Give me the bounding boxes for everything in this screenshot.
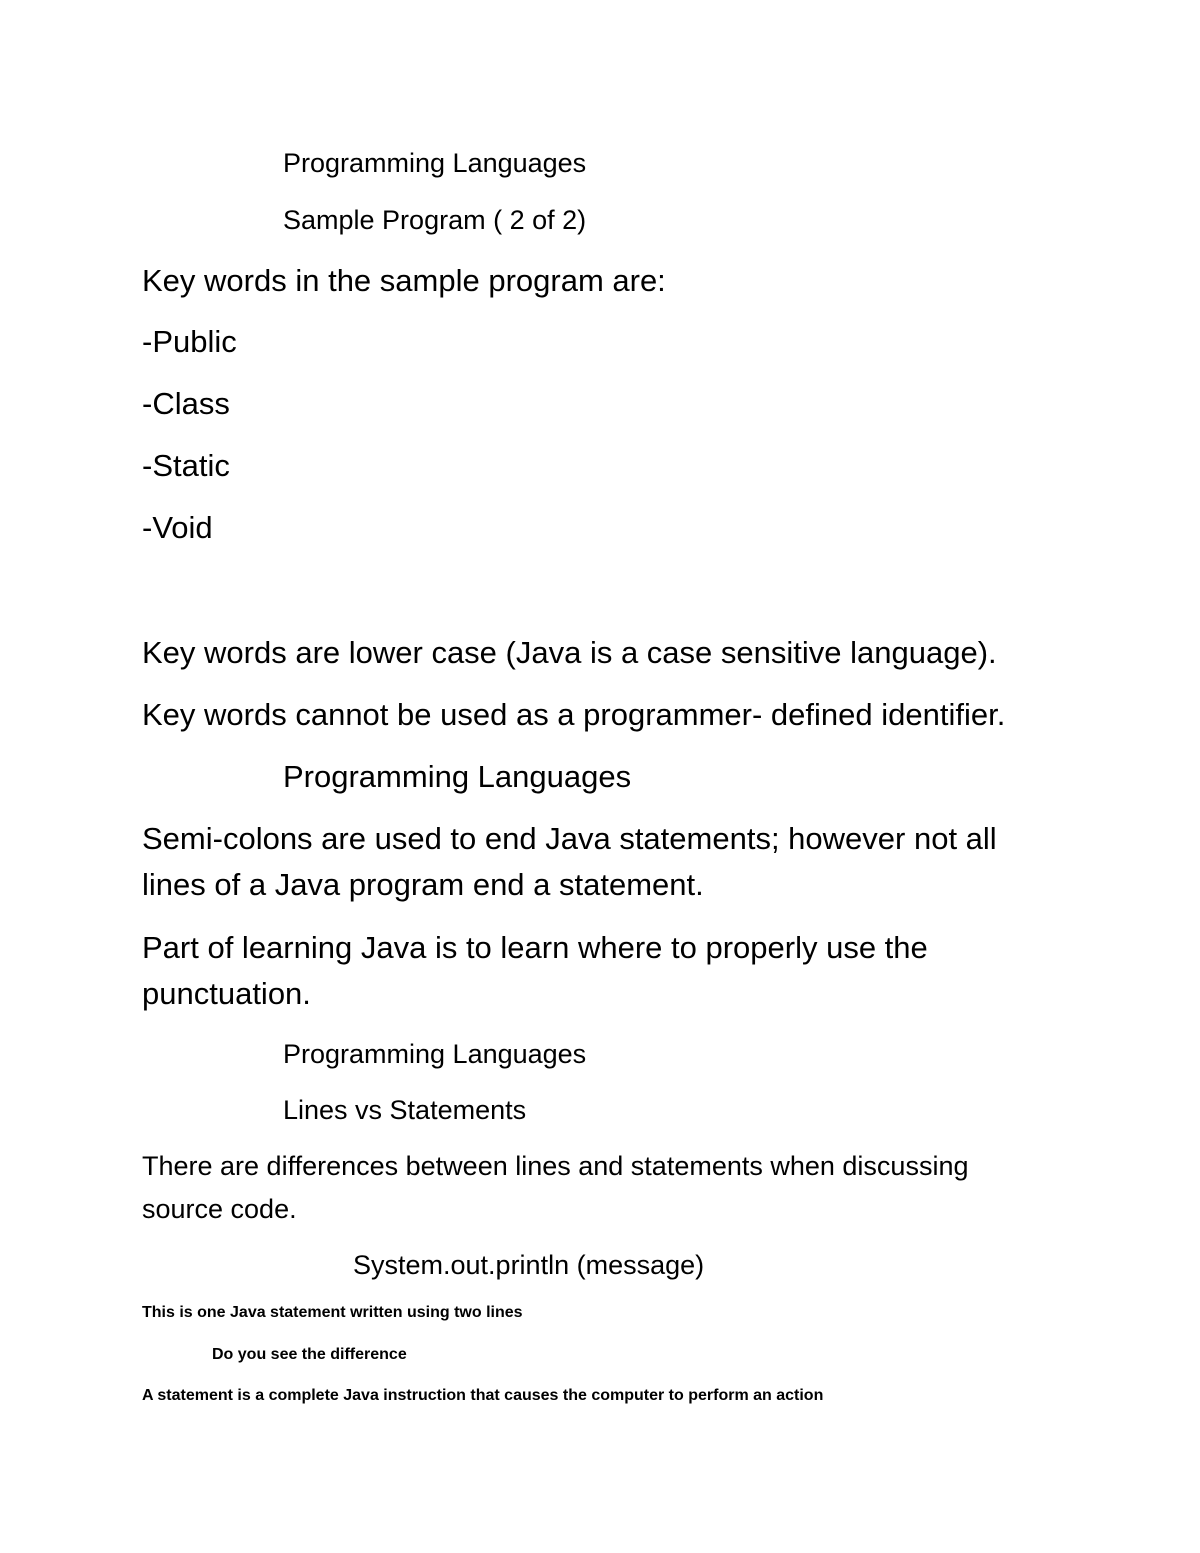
punctuation-paragraph-line2: punctuation.	[142, 976, 311, 1011]
keywords-note-case: Key words are lower case (Java is a case sensitive language).	[142, 635, 997, 670]
difference-question: Do you see the difference	[212, 1346, 407, 1363]
statement-note: This is one Java statement written using two lines	[142, 1304, 523, 1321]
keywords-intro: Key words in the sample program are:	[142, 263, 666, 298]
keywords-note-identifier: Key words cannot be used as a programmer- defined identifier.	[142, 697, 1006, 732]
section1-title: Programming Languages	[283, 148, 587, 178]
punctuation-paragraph-line1: Part of learning Java is to learn where to properly use the	[142, 930, 928, 965]
section2-title: Programming Languages	[283, 759, 632, 794]
semicolons-paragraph-line1: Semi-colons are used to end Java statements; however not all	[142, 821, 997, 856]
section3-subtitle: Lines vs Statements	[283, 1095, 527, 1125]
section3-title: Programming Languages	[283, 1039, 587, 1069]
keyword-item: -Class	[142, 386, 230, 421]
code-example: System.out.println (message)	[353, 1250, 705, 1280]
lines-statements-paragraph-line1: There are differences between lines and statements when discussing	[142, 1151, 969, 1181]
keyword-item: -Static	[142, 448, 230, 483]
keyword-item: -Void	[142, 510, 213, 545]
keyword-item: -Public	[142, 324, 237, 359]
semicolons-paragraph-line2: lines of a Java program end a statement.	[142, 867, 704, 902]
lines-statements-paragraph-line2: source code.	[142, 1194, 297, 1224]
statement-definition: A statement is a complete Java instruction that causes the computer to perform an action	[142, 1387, 824, 1404]
section1-subtitle: Sample Program ( 2 of 2)	[283, 205, 587, 235]
